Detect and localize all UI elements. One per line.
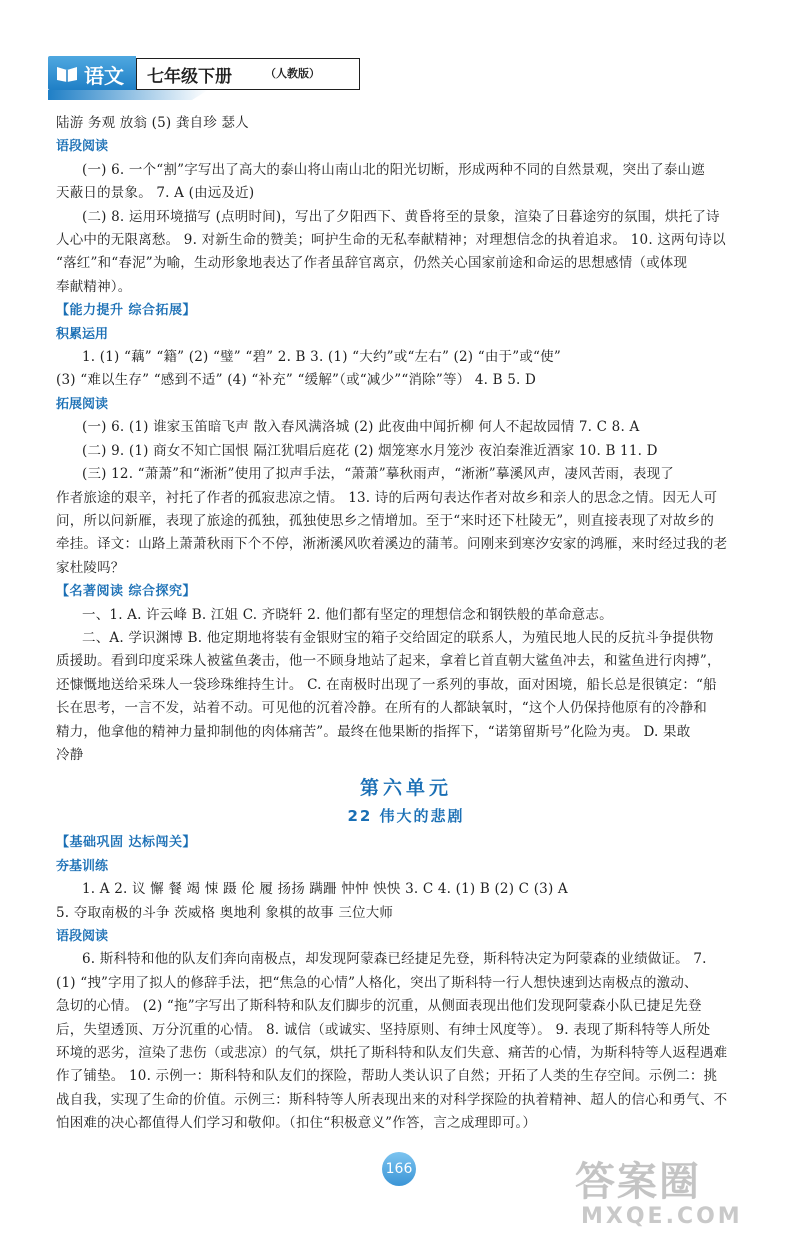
grade-box <box>136 58 360 90</box>
text-line: (二) 9. (1) 商女不知亡国恨 隔江犹唱后庭花 (2) 烟笼寒水月笼沙 夜泊秦淮近酒家 10. B 11. D <box>82 442 658 459</box>
watermark-text: 答案圈 <box>575 1159 701 1205</box>
text-line: 环境的恶劣，渲染了悲伤（或悲凉）的气氛，烘托了斯科特和队友们失意、痛苦的心情，为斯科特等人返程遇难 <box>56 1045 728 1062</box>
edition-label: （人教版） <box>265 67 320 80</box>
text-line: 5. 夺取南极的斗争 茨威格 奥地利 象棋的故事 三位大师 <box>56 904 394 921</box>
text-line: (3) “难以生存” “感到不适” (4) “补充” “缓解”（或“减少”“消除”等） 4. B 5. D <box>56 372 537 389</box>
text-line: 人心中的无限离愁。 9. 对新生命的赞美；呵护生命的无私奉献精神；对理想信念的执着追求。 10. 这两句诗以 <box>56 232 726 249</box>
watermark-url: MXQE.COM <box>581 1204 743 1229</box>
page-number: 166 <box>382 1152 416 1186</box>
text-line: (一) 6. 一个“割”字写出了高大的泰山将山南山北的阳光切断，形成两种不同的自然景观，突出了泰山遮 <box>82 161 705 178</box>
text-line: 质援助。看到印度采珠人被鲨鱼袭击，他一不顾身地站了起来，拿着匕首直朝大鲨鱼冲去，和鲨鱼进行肉搏”， <box>56 653 721 670</box>
page-header <box>48 56 318 100</box>
text-line: 一、1. A. 许云峰 B. 江姐 C. 齐晓轩 2. 他们都有坚定的理想信念和钢铁般的革命意志。 <box>82 606 613 623</box>
subject-badge <box>48 56 136 90</box>
text-line: (三) 12. “萧萧”和“淅淅”使用了拟声手法，“萧萧”摹秋雨声，“淅淅”摹溪风声，凄风苦雨，表现了 <box>82 466 674 483</box>
watermark-logo <box>575 1150 785 1230</box>
text-line: 奉献精神）。 <box>56 278 132 295</box>
section-heading: 积累运用 <box>56 326 109 342</box>
text-line: 问，所以问新雁，表现了旅途的孤独，孤独使思乡之情增加。至于“来时还下杜陵无”，则直接表现了对故乡的 <box>56 512 715 529</box>
book-icon <box>56 64 78 82</box>
section-heading: 夯基训练 <box>56 858 109 874</box>
section-heading: 语段阅读 <box>56 929 109 944</box>
text-line: 冷静 <box>56 746 84 763</box>
section-banner: 【名著阅读 综合探究】 <box>56 584 197 600</box>
section-heading: 语段阅读 <box>56 139 109 155</box>
section-banner: 【能力提升 综合拓展】 <box>56 303 197 319</box>
text-line: 作了铺垫。 10. 示例一：斯科特和队友们的探险，帮助人类认识了自然；开拓了人类的生存空间。示例二：挑 <box>56 1068 718 1085</box>
text-line: “落红”和“春泥”为喻，生动形象地表达了作者虽辞官离京，仍然关心国家前途和命运的思想感情（或体现 <box>56 255 688 272</box>
lesson-title: 22 伟大的悲剧 <box>347 807 465 826</box>
text-line: 作者旅途的艰辛，衬托了作者的孤寂悲凉之情。 13. 诗的后两句表达作者对故乡和亲人的思念之情。因无人可 <box>56 489 718 506</box>
text-line: 战自我，实现了生命的价值。示例三：斯科特等人所表现出来的对科学探险的执着精神、超人的信心和勇气、不 <box>56 1091 728 1108</box>
text-line: 还慷慨地送给采珠人一袋珍珠维持生计。 C. 在南极时出现了一系列的事故，面对困境，船长总是很镇定：“船 <box>56 676 717 693</box>
text-line: 1. A 2. 议 懈 餐 竭 悚 蹑 伦 履 扬扬 蹒跚 忡忡 怏怏 3. C 4. (1) B (2) C (3) A <box>82 881 568 898</box>
text-line: 二、A. 学识渊博 B. 他定期地将装有金银财宝的箱子交给固定的联系人，为殖民地人民的反抗斗争提供物 <box>82 629 714 646</box>
header-stripe <box>48 90 208 100</box>
text-line: 陆游 务观 放翁 (5) 龚自珍 瑟人 <box>56 115 249 131</box>
subject-label: 语文 <box>84 64 124 88</box>
section-heading: 拓展阅读 <box>56 396 109 412</box>
unit-title: 第六单元 <box>359 777 452 800</box>
text-line: 后，失望透顶、万分沉重的心情。 8. 诚信（或诚实、坚持原则、有绅士风度等）。 9. 表现了斯科特等人所处 <box>56 1021 711 1038</box>
text-line: 精力，他拿他的精神力量抑制他的肉体痛苦”。最终在他果断的指挥下，“诺第留斯号”化险为夷。 D. 果敢 <box>56 723 691 740</box>
text-line: 家杜陵吗？ <box>56 559 125 576</box>
text-line: (二) 8. 运用环境描写 (点明时间)，写出了夕阳西下、黄昏将至的景象，渲染了日暮途穷的氛围，烘托了诗 <box>82 208 720 225</box>
text-line: 1. (1) “藕” “籍” (2) “璧” “碧” 2. B 3. (1) “大约”或“左右” (2) “由于”或“使” <box>82 349 561 366</box>
text-line: 急切的心情。 (2) “拖”字写出了斯科特和队友们脚步的沉重，从侧面表现出他们发现阿蒙森小队已捷足先登 <box>56 998 702 1015</box>
section-banner: 【基础巩固 达标闯关】 <box>56 835 197 851</box>
text-line: (一) 6. (1) 谁家玉笛暗飞声 散入春风满洛城 (2) 此夜曲中闻折柳 何人不起故园情 7. C 8. A <box>82 419 640 436</box>
text-line: 牵挂。译文：山路上萧萧秋雨下个不停，淅淅溪风吹着溪边的蒲苇。问刚来到寒汐安家的鸿雁，来时经过我的老 <box>56 536 728 553</box>
text-line: 怕困难的决心都值得人们学习和敬仰。（扣住“积极意义”作答，言之成理即可。） <box>56 1115 537 1132</box>
grade-label: 七年级下册 <box>147 67 232 87</box>
text-line: 6. 斯科特和他的队友们奔向南极点，却发现阿蒙森已经捷足先登，斯科特决定为阿蒙森的业绩做证。 7. <box>82 951 707 968</box>
text-line: (1) “拽”字用了拟人的修辞手法，把“焦急的心情”人格化，突出了斯科特一行人想快速到达南极点的激动、 <box>56 974 698 991</box>
text-line: 长在思考，一言不发，站着不动。可见他的沉着冷静。在所有的人都缺氧时，“这个人仍保持他原有的冷静和 <box>56 700 707 717</box>
answer-content <box>56 112 756 1136</box>
text-line: 天蔽日的景象。 7. A (由远及近) <box>56 185 255 202</box>
